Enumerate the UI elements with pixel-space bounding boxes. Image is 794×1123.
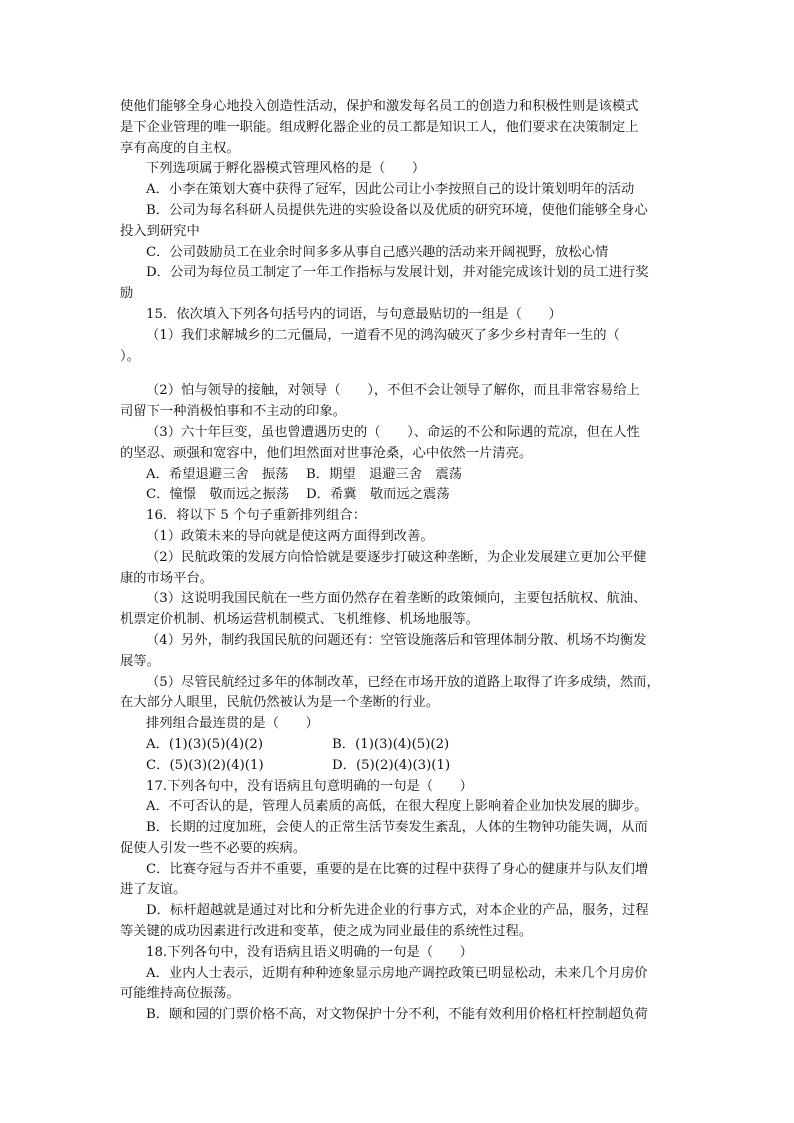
options-row (120, 756, 676, 777)
option-a: A．小李在策划大赛中获得了冠军，因此公司让小李按照自己的设计策划明年的活动 (146, 182, 635, 198)
option-c: C．比赛夺冠与否并不重要，重要的是在比赛的过程中获得了身心的健康并与队友们增 (146, 861, 649, 877)
question-15-stem: 15．依次填入下列各句括号内的词语，与句意最贴切的一组是（ ） (146, 306, 562, 322)
question-stem: 下列选项属于孵化器模式管理风格的是（ ） (146, 161, 426, 177)
option-b: B．长期的过度加班，会使人的正常生活节奏发生紊乱，人体的生物钟功能失调，从而 (146, 820, 648, 836)
sentence-cont: 展等。 (120, 653, 160, 669)
options-row (120, 485, 676, 506)
option-b-cont: 促使人引发一些不必要的疾病。 (120, 840, 307, 856)
sentence-cont: 在大部分人眼里，民航仍然被认为是一个垄断的行业。 (120, 695, 440, 711)
option-a: A．不可否认的是，管理人员素质的高低，在很大程度上影响着企业加快发展的脚步。 (146, 799, 648, 815)
sentence: （3）这说明我国民航在一些方面仍然存在着垄断的政策倾向，主要包括航权、航油、 (146, 591, 647, 607)
option-a: A．业内人士表示，近期有种种迹象显示房地产调控政策已明显松动，未来几个月房价 (146, 965, 648, 981)
sentence: （2）怕与领导的接触，对领导（ ），不但不会让领导了解你，而且非常容易给上 (146, 383, 640, 399)
sentence: （5）尽管民航经过多年的体制改革，已经在市场开放的道路上取得了许多成绩，然而， (146, 674, 660, 690)
document-page (120, 97, 676, 1026)
option-a-cont: 可能维持高位振荡。 (120, 986, 240, 1002)
sentence-cont: 司留下一种消极怕事和不主动的印象。 (120, 404, 347, 420)
intro-line: 享有高度的自主权。 (120, 140, 240, 156)
option-b: B．颐和园的门票价格不高，对文物保护十分不利，不能有效利用价格杠杆控制超负荷 (146, 1007, 648, 1023)
sentence: （2）民航政策的发展方向恰恰就是要逐步打破这种垄断，为企业发展建立更加公平健 (146, 549, 647, 565)
sentence: （1）政策未来的导向就是使这两方面得到改善。 (146, 528, 434, 544)
question-18-stem: 18.下列各句中，没有语病且语义明确的一句是（ ） (146, 944, 473, 960)
option-b: B．(1)(3)(4)(5)(2) (332, 736, 450, 752)
option-d-cont: 励 (120, 286, 134, 302)
question-prompt: 排列组合最连贯的是（ ） (146, 716, 319, 732)
question-17-stem: 17.下列各句中，没有语病且句意明确的一句是（ ） (146, 778, 473, 794)
intro-line: 使他们能够全身心地投入创造性活动，保护和激发每名员工的创造力和积极性则是该模式 (120, 99, 639, 114)
options-row (120, 735, 676, 756)
option-d: D．公司为每位员工制定了一年工作指标与发展计划，并对能完成该计划的员工进行奖 (146, 265, 649, 281)
sentence-cont: 的坚忍、顽强和宽容中，他们坦然面对世事沧桑，心中依然一片清亮。 (120, 445, 533, 461)
option-a: A．(1)(3)(5)(4)(2) (146, 736, 264, 752)
option-d: D．标杆超越就是通过对比和分析先进企业的行事方式，对本企业的产品，服务，过程 (146, 903, 649, 919)
option-b-cont: 投入到研究中 (120, 223, 200, 239)
options-row (120, 465, 676, 486)
option-d: D．希冀 敬而远之震荡 (306, 487, 450, 503)
option-c: C．公司鼓励员工在业余时间多多从事自己感兴趣的活动来开阔视野，放松心情 (146, 244, 609, 260)
sentence-cont: 机票定价机制、机场运营机制模式、飞机维修、机场地服等。 (120, 612, 480, 628)
option-c: C．憧憬 敬而远之振荡 (146, 487, 290, 503)
sentence-cont: ）。 (120, 348, 140, 364)
sentence: （4）另外，制约我国民航的问题还有：空管设施落后和管理体制分散、机场不均衡发 (146, 632, 647, 648)
sentence-cont: 康的市场平台。 (120, 570, 214, 586)
question-16-stem: 16．将以下 5 个句子重新排列组合： (146, 508, 366, 524)
option-b: B．公司为每名科研人员提供先进的实验设备以及优质的研究环境，使他们能够全身心 (146, 202, 648, 218)
option-a: A．希望退避三舍 振荡 (146, 466, 289, 482)
intro-line: 是下企业管理的唯一职能。组成孵化器企业的员工都是知识工人，他们要求在决策制定上 (120, 119, 639, 135)
option-d: D．(5)(2)(4)(3)(1) (332, 757, 451, 773)
sentence: （1）我们求解城乡的二元僵局，一道看不见的鸿沟破灭了多少乡村青年一生的（ (146, 327, 620, 343)
option-c-cont: 进了友谊。 (120, 882, 187, 898)
sentence: （3）六十年巨变，虽也曾遭遇历史的（ ）、命运的不公和际遇的荒凉，但在人性 (146, 424, 640, 440)
option-d-cont: 等关键的成功因素进行改进和变革，使之成为同业最佳的系统性过程。 (120, 924, 533, 940)
option-b: B．期望 退避三舍 震荡 (306, 466, 463, 482)
option-c: C．(5)(3)(2)(4)(1) (146, 757, 264, 773)
